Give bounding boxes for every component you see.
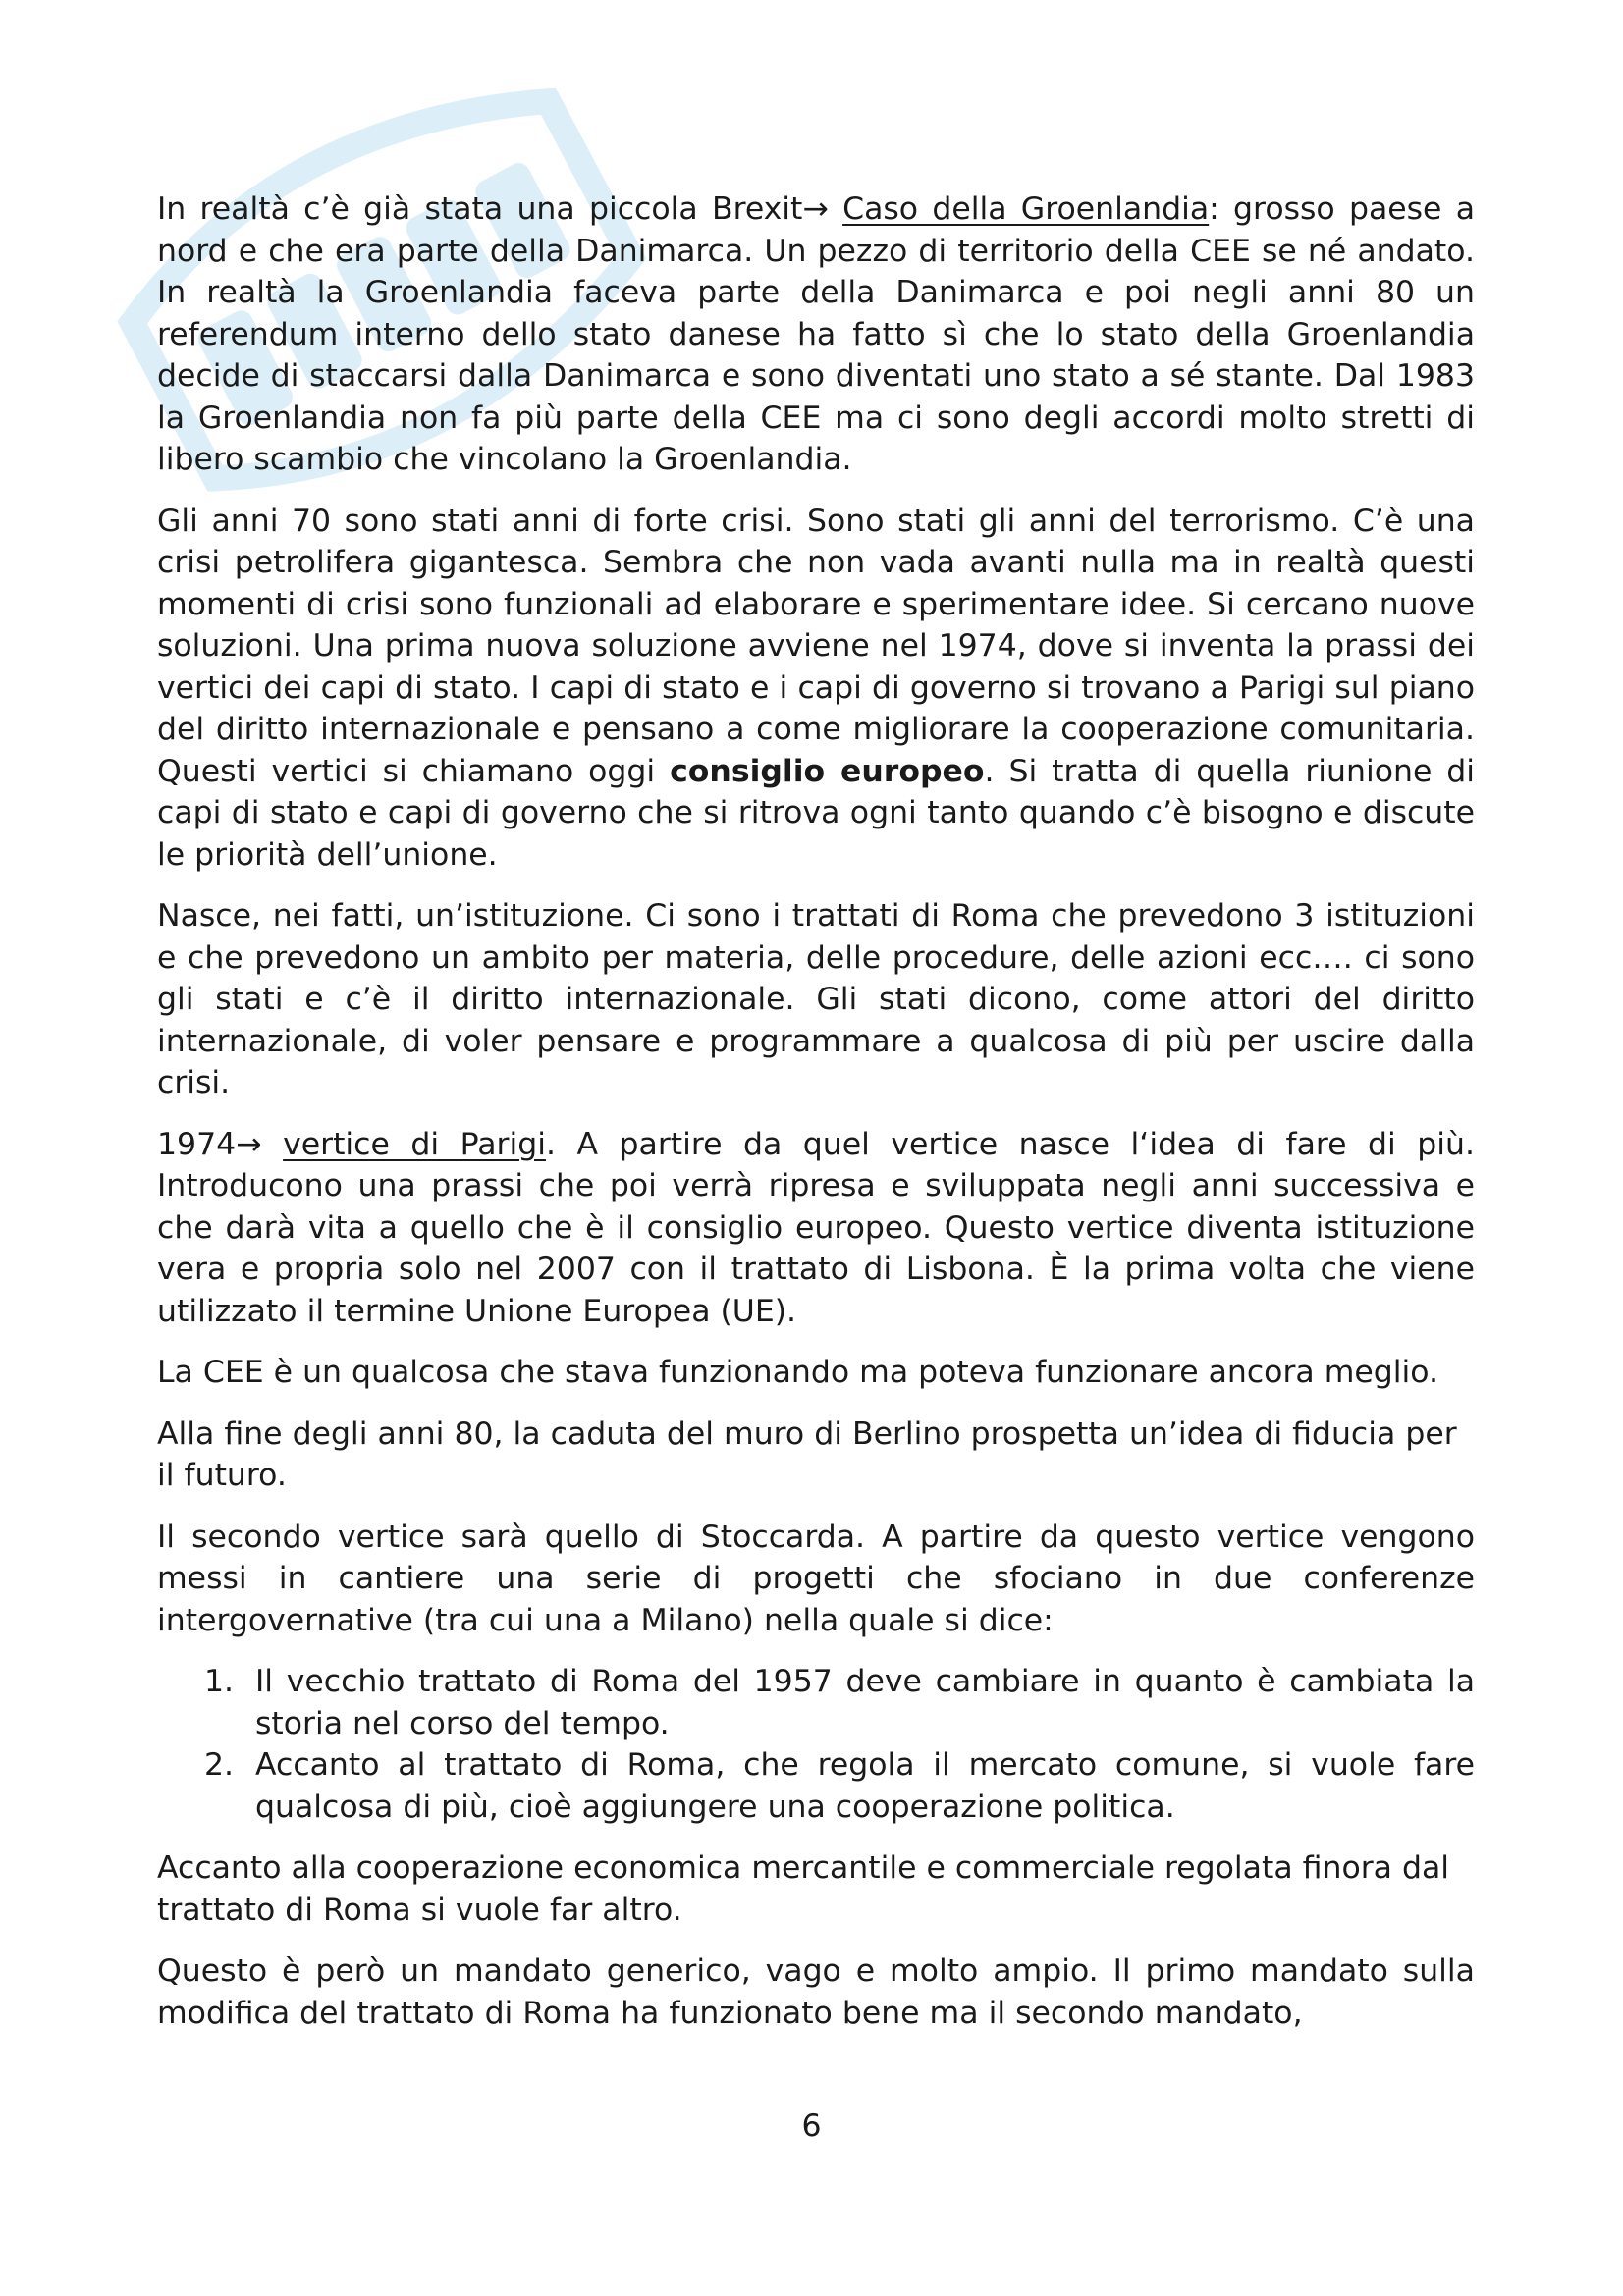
paragraph-anni-70 <box>157 501 1475 877</box>
text-span: : grosso paese a nord e che era parte della Danimarca. Un pezzo di territorio della CEE se né andato. In realtà la Groenlandia faceva parte della Danimarca e poi negli anni 80 un referendum interno dello stato danese ha fatto sì che lo stato della Groenlandia decide di staccarsi dalla Danimarca e sono diventati uno stato a sé stante. Dal 1983 la Groenlandia non fa più parte della CEE ma ci sono degli accordi molto stretti di libero scambio che vincolano la Groenlandia. <box>157 191 1476 477</box>
paragraph-istituzione: Nasce, nei fatti, un’istituzione. Ci sono i trattati di Roma che prevedono 3 istituzioni e che prevedono un ambito per materia, delle procedure, delle azioni ecc…. ci sono gli stati e c’è il diritto internazionale. Gli stati dicono, come attori del diritto internazionale, di voler pensare e programmare a qualcosa di più per uscire dalla crisi. <box>157 898 1475 1100</box>
paragraph-mandato: Questo è però un mandato generico, vago e molto ampio. Il primo mandato sulla modifica del trattato di Roma ha funzionato bene ma il secondo mandato, <box>157 1953 1475 2031</box>
list-item-text: Accanto al trattato di Roma, che regola il mercato comune, si vuole fare qualcosa di più, cioè aggiungere una cooperazione politica. <box>255 1747 1475 1825</box>
list-item-text: Il vecchio trattato di Roma del 1957 deve cambiare in quanto è cambiata la storia nel corso del tempo. <box>255 1664 1475 1741</box>
text-span: Gli anni 70 sono stati anni di forte crisi. Sono stati gli anni del terrorismo. C’è una crisi petrolifera gigantesca. Sembra che non vada avanti nulla ma in realtà questi momenti di crisi sono funzionali ad elaborare e sperimentare idee. Si cercano nuove soluzioni. Una prima nuova soluzione avviene nel 1974, dove si inventa la prassi dei vertici dei capi di stato. I capi di stato e i capi di governo si trovano a Parigi sul piano del diritto internazionale e pensano a come migliorare la cooperazione comunitaria. Questi vertici si chiamano oggi <box>157 503 1475 789</box>
paragraph-cee: La CEE è un qualcosa che stava funzionando ma poteva funzionare ancora meglio. <box>157 1355 1439 1390</box>
underlined-term: Caso della Groenlandia <box>842 191 1210 227</box>
text-span: . A partire da quel vertice nasce l‘idea di fare di più. Introducono una prassi che poi verrà ripresa e sviluppata negli anni successiva e che darà vita a quello che è il consiglio europeo. Questo vertice diventa istituzione vera e propria solo nel 2007 con il trattato di Lisbona. È la prima volta che viene utilizzato il termine Unione Europea (UE). <box>157 1126 1475 1329</box>
underlined-term: vertice di Parigi <box>283 1126 546 1162</box>
bold-term: consiglio europeo <box>670 753 985 789</box>
page-number: 6 <box>801 2109 822 2144</box>
text-span: 1974 <box>157 1126 237 1162</box>
text-span: . Si tratta di quella riunione di capi di stato e capi di governo che si ritrova ogni tanto quando c’è bisogno e discute le priorità dell’unione. <box>157 753 1475 873</box>
list-item <box>157 1744 1475 1828</box>
list-number: 2. <box>204 1747 235 1783</box>
paragraph-vertice-parigi <box>157 1124 1475 1333</box>
numbered-list <box>157 1661 1475 1828</box>
document-body <box>157 188 1475 2054</box>
list-item <box>157 1661 1475 1744</box>
arrow-icon: → <box>236 1126 262 1162</box>
list-number: 1. <box>204 1664 235 1699</box>
paragraph-cooperazione: Accanto alla cooperazione economica mercantile e commerciale regolata finora dal trattato di Roma si vuole far altro. <box>157 1850 1450 1928</box>
paragraph-stoccarda: Il secondo vertice sarà quello di Stoccarda. A partire da questo vertice vengono messi in cantiere una serie di progetti che sfociano in due conferenze intergovernative (tra cui una a Milano) nella quale si dice: <box>157 1519 1475 1638</box>
paragraph-berlino: Alla fine degli anni 80, la caduta del muro di Berlino prospetta un’idea di fiducia per il futuro. <box>157 1415 1457 1493</box>
paragraph-groenlandia <box>157 188 1475 481</box>
arrow-icon: → <box>802 191 829 227</box>
text-span: In realtà c’è già stata una piccola Brexit <box>157 191 803 227</box>
